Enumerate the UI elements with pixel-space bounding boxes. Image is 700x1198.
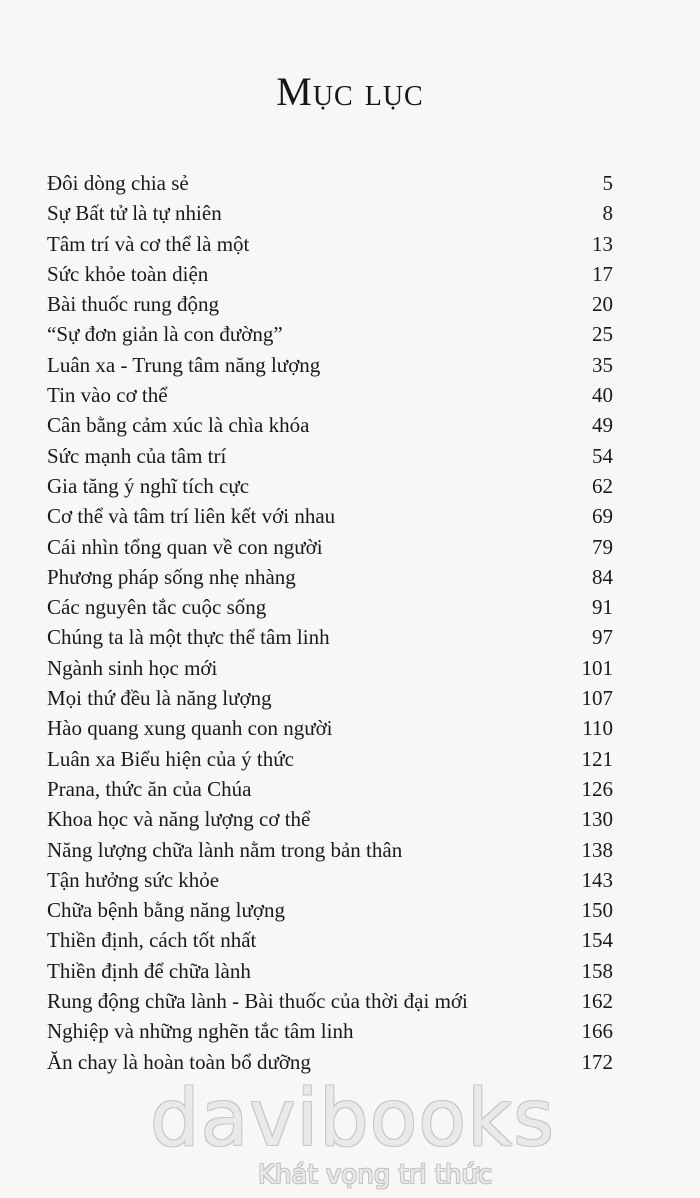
toc-entry-page: 13 — [592, 231, 613, 256]
toc-entry-page: 17 — [592, 261, 613, 286]
toc-entry — [47, 350, 613, 380]
toc-entry — [47, 592, 613, 622]
toc-entry — [47, 895, 613, 925]
toc-entry — [47, 198, 613, 228]
toc-entry — [47, 956, 613, 986]
toc-entry-page: 101 — [581, 655, 613, 680]
toc-entry-label: Đôi dòng chia sẻ — [47, 171, 189, 195]
toc-entry — [47, 259, 613, 289]
toc-entry-page: 8 — [602, 201, 613, 226]
toc-entry-page: 5 — [602, 171, 613, 195]
toc-entry — [47, 532, 613, 562]
toc-entry — [47, 774, 613, 804]
toc-entry-label: “Sự đơn giản là con đường” — [47, 322, 283, 347]
toc-entry-label: Thiền định để chữa lành — [47, 958, 251, 983]
toc-entry-page: 35 — [592, 352, 613, 377]
toc-entry-label: Ăn chay là hoàn toàn bổ dưỡng — [47, 1049, 311, 1074]
toc-entry-label: Nghiệp và những nghẽn tắc tâm linh — [47, 1019, 354, 1044]
toc-entry-label: Cơ thể và tâm trí liên kết với nhau — [47, 504, 336, 529]
toc-entry — [47, 410, 613, 440]
toc-entry-page: 172 — [581, 1049, 613, 1074]
toc-entry-label: Tận hưởng sức khỏe — [47, 867, 220, 892]
toc-entry-page: 69 — [592, 504, 613, 529]
toc-entry — [47, 622, 613, 652]
toc-entry-label: Sự Bất tử là tự nhiên — [47, 201, 222, 226]
toc-entry-label: Gia tăng ý nghĩ tích cực — [47, 473, 250, 498]
toc-entry-label: Sức khỏe toàn diện — [47, 261, 209, 286]
toc-entry — [47, 835, 613, 865]
toc-entry — [47, 168, 613, 198]
toc-entry-page: 121 — [581, 746, 613, 771]
toc-entry-label: Thiền định, cách tốt nhất — [47, 928, 257, 953]
toc-entry-label: Mọi thứ đều là năng lượng — [47, 686, 272, 711]
toc-entry-label: Hào quang xung quanh con người — [47, 716, 333, 741]
toc-entry-page: 25 — [592, 322, 613, 347]
toc-entry-label: Cái nhìn tổng quan về con người — [47, 534, 323, 559]
toc-entry-label: Cân bằng cảm xúc là chìa khóa — [47, 413, 310, 438]
toc-entry-label: Bài thuốc rung động — [47, 292, 220, 317]
toc-entry-label: Ngành sinh học mới — [47, 655, 218, 680]
toc-entry-page: 150 — [581, 898, 613, 923]
toc-entry-page: 84 — [592, 564, 613, 589]
toc-entry — [47, 653, 613, 683]
toc-entry-page: 107 — [581, 686, 613, 711]
toc-entry-page: 40 — [592, 383, 613, 408]
toc-entry-page: 138 — [581, 837, 613, 862]
toc-entry — [47, 744, 613, 774]
toc-entry-label: Khoa học và năng lượng cơ thể — [47, 807, 311, 832]
toc-entry-page: 130 — [581, 807, 613, 832]
toc-entry-label: Sức mạnh của tâm trí — [47, 443, 227, 468]
toc-entry-page: 154 — [581, 928, 613, 953]
toc-entry-label: Chúng ta là một thực thể tâm linh — [47, 625, 330, 650]
toc-entry-label: Chữa bệnh bằng năng lượng — [47, 898, 285, 923]
toc-entry — [47, 1047, 613, 1077]
toc-entry — [47, 229, 613, 259]
toc-entry-label: Các nguyên tắc cuộc sống — [47, 595, 267, 620]
toc-entry — [47, 986, 613, 1016]
toc-entry-page: 91 — [592, 595, 613, 620]
toc-entry — [47, 1016, 613, 1046]
toc-entry-page: 110 — [582, 716, 613, 741]
toc-entry-page: 20 — [592, 292, 613, 317]
toc-entry — [47, 925, 613, 955]
toc-entry — [47, 289, 613, 319]
toc-entry — [47, 804, 613, 834]
toc-entry — [47, 441, 613, 471]
watermark-tagline: Khát vọng tri thức — [258, 1160, 493, 1190]
toc-entry-label: Năng lượng chữa lành nằm trong bản thân — [47, 837, 403, 862]
page-title: Mục lục — [276, 69, 424, 114]
toc-entry-label: Tin vào cơ thể — [47, 383, 168, 408]
toc-entry-page: 54 — [592, 443, 613, 468]
toc-entry-page: 143 — [581, 867, 613, 892]
table-of-contents — [47, 168, 613, 1077]
toc-entry-page: 158 — [581, 958, 613, 983]
toc-entry — [47, 501, 613, 531]
toc-entry — [47, 471, 613, 501]
toc-entry — [47, 713, 613, 743]
toc-entry-page: 97 — [592, 625, 613, 650]
toc-entry-page: 79 — [592, 534, 613, 559]
toc-entry — [47, 380, 613, 410]
toc-entry — [47, 319, 613, 349]
toc-entry — [47, 865, 613, 895]
toc-entry — [47, 562, 613, 592]
watermark-brand: davibooks — [150, 1074, 555, 1164]
toc-entry-page: 162 — [581, 989, 613, 1014]
toc-entry-label: Prana, thức ăn của Chúa — [47, 776, 252, 801]
toc-entry-page: 49 — [592, 413, 613, 438]
toc-entry-page: 62 — [592, 473, 613, 498]
toc-entry-label: Rung động chữa lành - Bài thuốc của thời đại mới — [47, 989, 468, 1014]
toc-entry-page: 166 — [581, 1019, 613, 1044]
toc-entry-label: Luân xa - Trung tâm năng lượng — [47, 352, 321, 377]
toc-entry — [47, 683, 613, 713]
toc-entry-label: Phương pháp sống nhẹ nhàng — [47, 564, 296, 589]
toc-entry-label: Luân xa Biểu hiện của ý thức — [47, 746, 294, 771]
toc-entry-label: Tâm trí và cơ thể là một — [47, 231, 250, 256]
toc-entry-page: 126 — [581, 776, 613, 801]
